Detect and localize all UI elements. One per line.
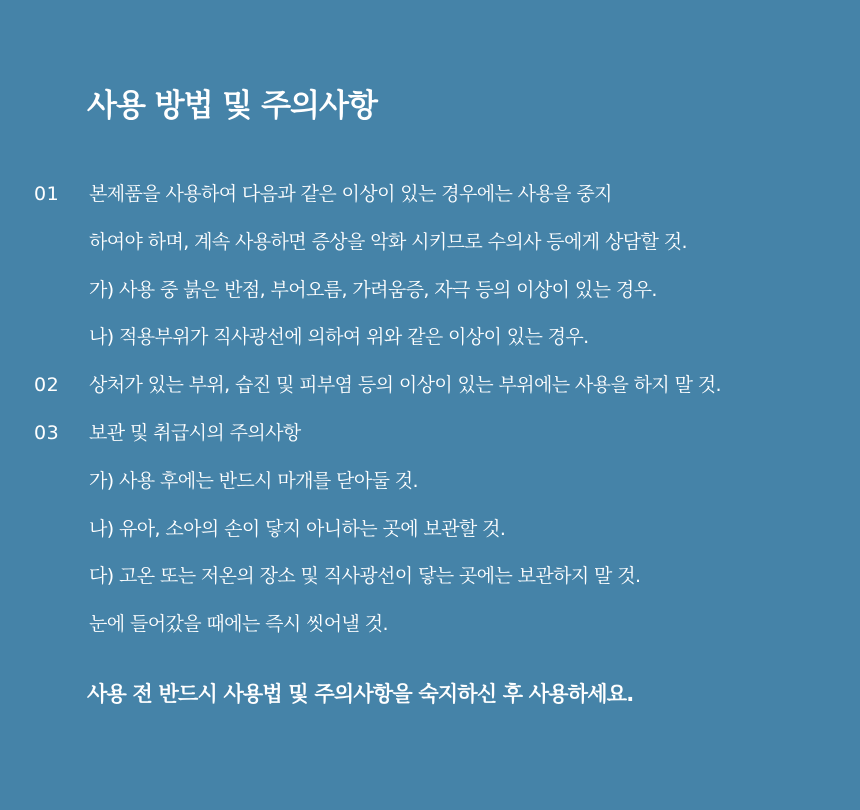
precaution-list <box>34 171 844 649</box>
page-title: 사용 방법 및 주의사항 <box>87 88 377 124</box>
item-text: 가) 사용 후에는 반드시 마개를 닫아둘 것. <box>89 469 418 492</box>
item-text: 눈에 들어갔을 때에는 즉시 씻어낼 것. <box>89 613 388 636</box>
item-number: 01 <box>34 183 60 205</box>
item-text: 다) 고온 또는 저온의 장소 및 직사광선이 닿는 곳에는 보관하지 말 것. <box>89 565 641 588</box>
list-item <box>34 219 844 267</box>
list-item <box>34 362 844 410</box>
list-item <box>34 506 844 554</box>
footer-notice: 사용 전 반드시 사용법 및 주의사항을 숙지하신 후 사용하세요. <box>87 682 634 706</box>
item-text: 본제품을 사용하여 다음과 같은 이상이 있는 경우에는 사용을 중지 <box>89 183 612 205</box>
item-text: 보관 및 취급시의 주의사항 <box>89 421 301 444</box>
list-item <box>34 601 844 649</box>
item-text: 나) 유아, 소아의 손이 닿지 아니하는 곳에 보관할 것. <box>89 517 506 540</box>
item-number: 03 <box>34 421 60 444</box>
item-text: 하여야 하며, 계속 사용하면 증상을 악화 시키므로 수의사 등에게 상담할 것. <box>89 230 687 253</box>
item-number: 02 <box>34 374 60 397</box>
list-item <box>34 458 844 506</box>
item-text: 상처가 있는 부위, 습진 및 피부염 등의 이상이 있는 부위에는 사용을 하지 말 것. <box>89 374 721 397</box>
list-item <box>34 314 844 362</box>
list-item <box>34 267 844 315</box>
list-item <box>34 553 844 601</box>
list-item <box>34 410 844 458</box>
item-text: 나) 적용부위가 직사광선에 의하여 위와 같은 이상이 있는 경우. <box>89 326 589 349</box>
item-text: 가) 사용 중 붉은 반점, 부어오름, 가려움증, 자극 등의 이상이 있는 경우. <box>89 278 657 301</box>
list-item <box>34 171 844 219</box>
